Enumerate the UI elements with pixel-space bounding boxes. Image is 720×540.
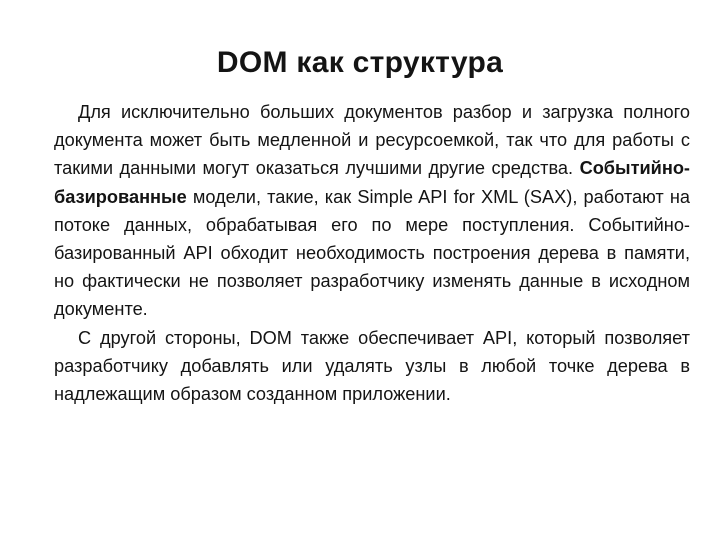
slide-body xyxy=(54,98,690,408)
paragraph-1-emphasis: Событийно-базированные xyxy=(54,158,690,207)
paragraph-1-text-after: модели, такие, как Simple API for XML (SAX), работают на потоке данных, обрабатывая его по мере поступления. Событийно-базированный API обходит необходимость построения дерева в памяти, но фактически не позволяет разработчику изменять данные в исходном документе. xyxy=(54,186,690,320)
paragraph-1 xyxy=(54,98,690,324)
paragraph-1-text-before: Для исключительно больших документов разбор и загрузка полного документа может быть медленной и ресурсоемкой, так что для работы с такими данными могут оказаться лучшими другие средства. xyxy=(54,102,690,179)
slide-title: DOM как структура xyxy=(216,46,504,79)
paragraph-2: С другой стороны, DOM также обеспечивает API, который позволяет разработчику добавлять или удалять узлы в любой точке дерева в надлежащим образом созданном приложении. xyxy=(54,327,690,405)
